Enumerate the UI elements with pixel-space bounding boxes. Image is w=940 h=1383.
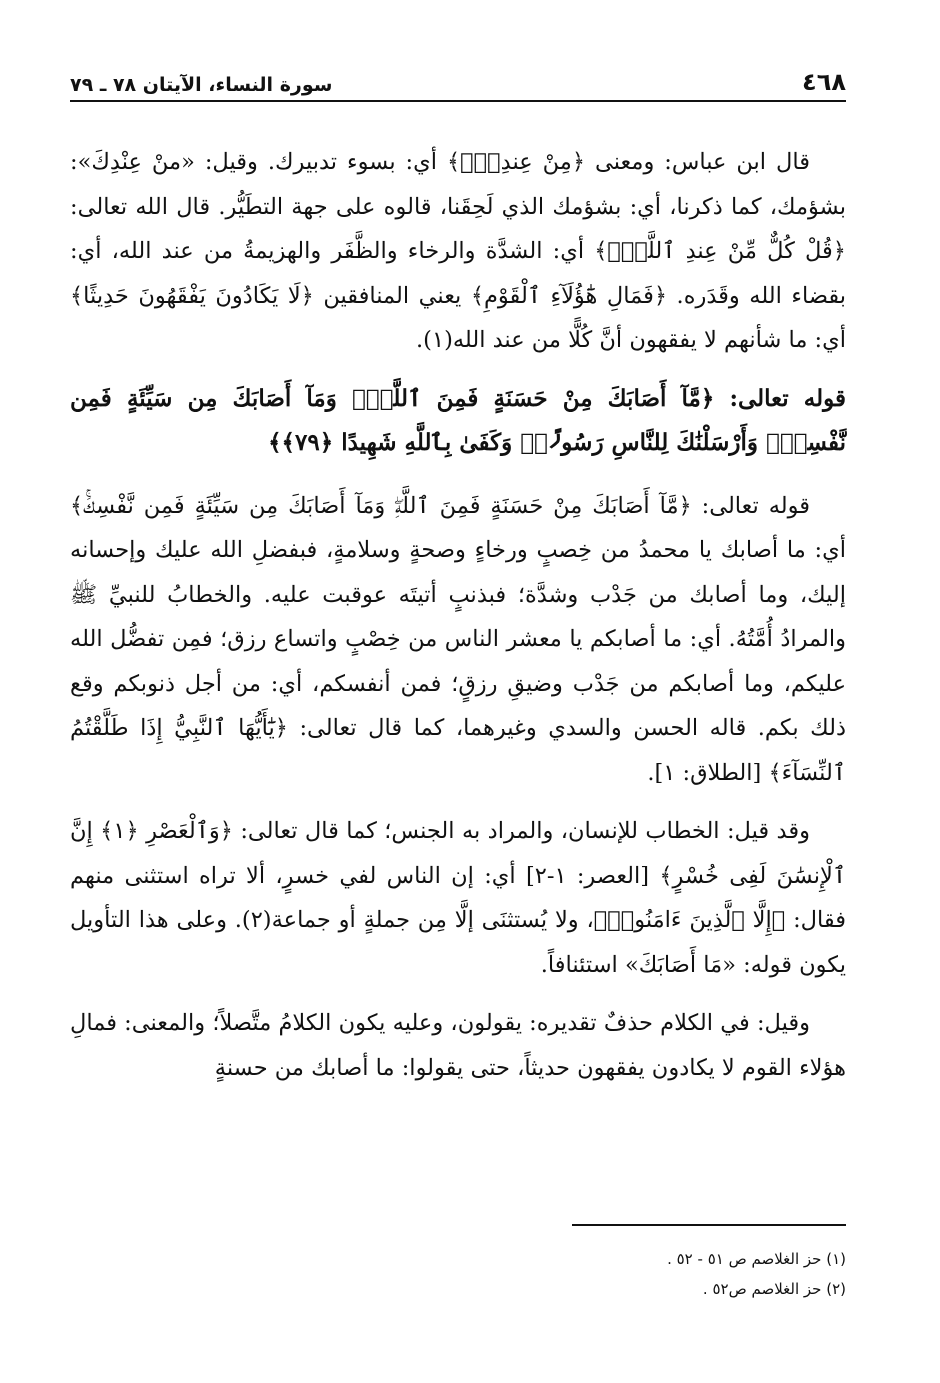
paragraph-ibn-abbas: قال ابن عباس: ومعنى ﴿مِنْ عِندِكَۚ﴾ أي: بسوء تدبيرك. وقيل: «منْ عِنْدِكَ»: بشؤمك، كما ذكرنا، أي: بشؤمك الذي لَحِقَنا، قالوه على جهة التطَيُّر. قال الله تعالى: ﴿قُلْ كُلٌّ مِّنْ عِندِ ٱللَّهِۖ﴾ أي: الشدَّة والرخاء والظَّفَر والهزيمةُ من عند الله، أي: بقضاء الله وقَدَره. ﴿فَمَالِ هَٰٓؤُلَآءِ ٱلْقَوْمِ﴾ يعني المنافقين ﴿لَا يَكَادُونَ يَفْقَهُونَ حَدِيثًا﴾ أي: ما شأنهم لا يفقهون أنَّ كُلًّا من عند الله(١). (70, 149, 846, 353)
page-header (70, 66, 846, 102)
footnote-divider (572, 1224, 846, 1226)
page-number: ٤٦٨ (802, 68, 846, 96)
body-text (70, 140, 846, 1104)
running-title: سورة النساء، الآيتان ٧٨ ـ ٧٩ (70, 74, 333, 96)
paragraph-khitab: وقد قيل: الخطاب للإنسان، والمراد به الجنس؛ كما قال تعالى: ﴿وَٱلْعَصْرِ ﴿١﴾ إِنَّ ٱلْإِنسَٰنَ لَفِى خُسْرٍ﴾ [العصر: ١-٢] أي: إن الناس لفي خسرٍ، ألا تراه استثنى منهم فقال: ﴿إِلَّا ٱلَّذِينَ ءَامَنُوا۟﴾، ولا يُستثنَى إلَّا مِن جملةٍ أو جماعة(٢). وعلى هذا التأويل يكون قوله: «مَا أَصَابَكَ» استئنافاً. (70, 818, 847, 978)
verse-heading: قوله تعالى: ﴿مَّآ أَصَابَكَ مِنْ حَسَنَةٍ فَمِنَ ٱللَّهِۖ وَمَآ أَصَابَكَ مِن سَيِّئَةٍ فَمِن نَّفْسِكَۚ وَأَرْسَلْنَٰكَ لِلنَّاسِ رَسُولًاۚ وَكَفَىٰ بِٱللَّهِ شَهِيدًا ﴿٧٩﴾﴾ (70, 384, 846, 456)
footnote-1: (١) حز الغلاصم ص ٥١ - ٥٢ . (667, 1250, 846, 1268)
paragraph-commentary: قوله تعالى: ﴿مَّآ أَصَابَكَ مِنْ حَسَنَةٍ فَمِنَ ٱللَّهِۖ وَمَآ أَصَابَكَ مِن سَيِّئَةٍ فَمِن نَّفْسِكَۚ﴾ أي: ما أصابك يا محمدُ من خِصبٍ ورخاءٍ وصحةٍ وسلامةٍ، فبفضلِ الله عليك وإحسانه إليك، وما أصابك من جَدْب وشدَّة؛ فبذنبٍ أتيتَه عوقبت عليه. والخطابُ للنبيِّ ﷺ والمرادُ أُمَّتُهُ. أي: ما أصابكم يا معشر الناس من خِصْبٍ واتساع رزق؛ فمِن تفضُّل الله عليكم، وما أصابكم من جَدْب وضيقِ رزقٍ؛ فمن أنفسكم، أي: من أجل ذنوبكم وقع ذلك بكم. قاله الحسن والسدي وغيرهما، كما قال تعالى: ﴿يَٰٓأَيُّهَا ٱلنَّبِيُّ إِذَا طَلَّقْتُمُ ٱلنِّسَآءَ﴾ [الطلاق: ١]. (70, 492, 846, 786)
paragraph-hadhf: وقيل: في الكلام حذفٌ تقديره: يقولون، وعليه يكون الكلامُ متَّصلاً؛ والمعنى: فمالِ هؤلاء القوم لا يكادون يفقهون حديثاً، حتى يقولوا: ما أصابك من حسنةٍ (70, 1010, 846, 1081)
footnotes (146, 1244, 846, 1304)
footnote-2: (٢) حز الغلاصم ص٥٢ . (702, 1280, 846, 1298)
